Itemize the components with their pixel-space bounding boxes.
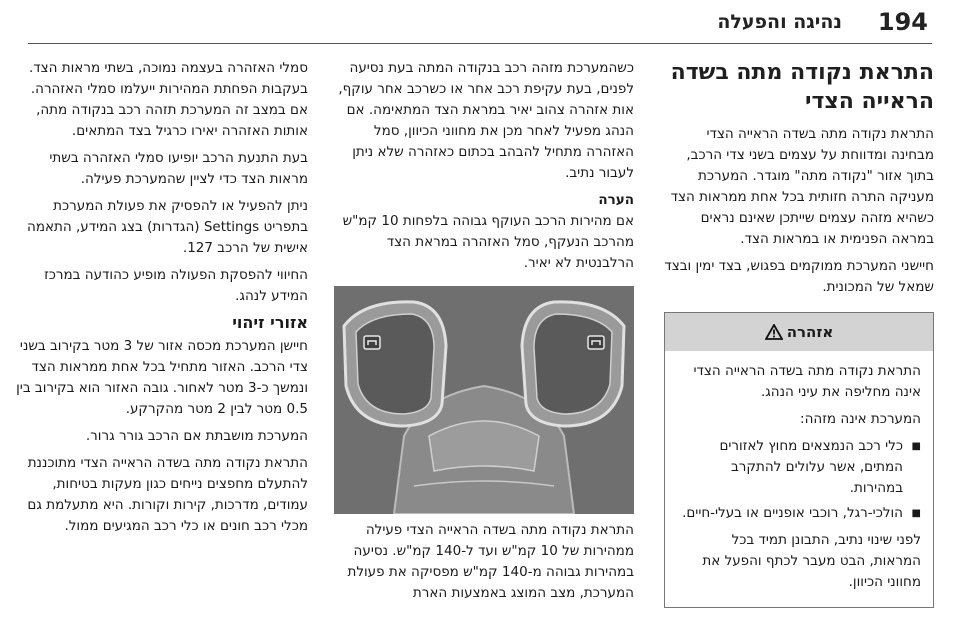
note-heading: הערה: [598, 192, 634, 208]
warning-list: [677, 436, 921, 524]
list-item: ■ הולכי-רגל, רוכבי אופניים או בעלי-חיים.: [677, 503, 921, 524]
body-paragraph: חיישן המערכת מכסה אזור של 3 מטר בקירוב בשני צדי הרכב. האזור מתחיל בכל אחת ממראות הצד ונמשך כ-3 מטר לאחור. גובה האזור הוא בקירוב בין 0.5 מטר לבין 2 מטר מהקרקע.: [16, 338, 308, 417]
body-paragraph: כשהמערכת מזהה רכב בנקודה המתה בעת נסיעה לפנים, בעת עקיפת רכב אחר או כשרכב אחר עוקף, אות אזהרה צהוב יאיר במראת הצד המתאימה. אם הנהג מפעיל לאחר מכן את מחווני הכיוון, סמל האזהרה מתחיל להבהב בכתום כאזהרה שלא ניתן לעבור נתיב.: [338, 60, 634, 181]
body-paragraph: החיווי להפסקת הפעולה מופיע כהודעה במרכז המידע לנהג.: [44, 267, 308, 304]
body-paragraph: המערכת מושבתת אם הרכב גורר גרור.: [85, 428, 308, 444]
mirror-illustration: [334, 286, 634, 514]
warning-label: אזהרה: [786, 323, 834, 341]
intro-paragraph: חיישני המערכת ממוקמים בפגוש, בצד ימין ובצד שמאל של המכונית.: [664, 258, 934, 295]
body-paragraph: בעת התנעת הרכב יופיעו סמלי האזהרה בשתי מראות הצד כדי לציין שהמערכת פעילה.: [49, 150, 308, 187]
middle-column: [334, 58, 634, 610]
section-title: נהיגה והפעלה: [717, 11, 842, 33]
left-column: [16, 58, 308, 543]
side-mirrors-image: [334, 286, 634, 514]
intro-paragraph: התראת נקודה מתה בשדה הראייה הצדי מבחינה ומדווחת על עצמים בשני צדי הרכב, בתוך אזור "נקודה מתה" מוגדר. המערכת מעניקה התרה חזותית בכל אחת ממראות הצד כשהיא מזהה עצמים שייתכן שאינם נראים במראה הפנימית או במראות הצד.: [670, 126, 934, 247]
list-item: ■ כלי רכב הנמצאים מחוץ לאזורים המתים, אשר עלולים להתקרב במהירות.: [677, 436, 921, 499]
page-number: 194: [877, 8, 928, 36]
warning-closing: לפני שינוי נתיב, התבונן תמיד בכל המראות, הבט מעבר לכתף והפעל את מחווני הכיוון.: [702, 532, 921, 590]
figure-caption: התראת נקודה מתה בשדה הראייה הצדי פעילה ממהירות של 10 קמ"ש ועד ל-140 קמ"ש. נסיעה במהירות גבוהה מ-140 קמ"ש מפסיקה את פעולת המערכת, מצב המוצג באמצעות הארת: [347, 522, 634, 601]
warning-text: התראת נקודה מתה בשדה הראייה הצדי אינה מחליפה את עיני הנהג.: [693, 363, 921, 400]
right-column: [664, 58, 934, 608]
warning-box: [664, 312, 934, 608]
body-paragraph: התראת נקודה מתה בשדה הראייה הצדי מתוכננת להתעלם מחפצים נייחים כגון מעקות בטיחות, עמודים, מדרכות, קירות וקורות. היא מתעלמת גם מכלי רכב חונים או כלי רכב המגיעים ממול.: [27, 455, 308, 534]
page-title: התראת נקודה מתה בשדה הראייה הצדי: [670, 60, 934, 114]
page-header: [0, 0, 960, 46]
warning-body: [665, 351, 933, 607]
header-divider: [28, 43, 932, 44]
body-paragraph: סמלי האזהרה בעצמה נמוכה, בשתי מראות הצד. בעקבות הפחתת המהירות ייעלמו סמלי האזהרה. אם במצב זה המערכת תזהה רכב בנקודה מתה, אותות האזהרה יאירו כרגיל בצד המתאים.: [28, 60, 308, 139]
warning-triangle-icon: [765, 324, 783, 340]
body-paragraph: ניתן להפעיל או להפסיק את פעולת המערכת בתפריט Settings (הגדרות) בצג המידע, התאמה אישית של הרכב 127.: [27, 198, 308, 256]
warning-text: המערכת אינה מזהה:: [800, 411, 921, 427]
note-text: אם מהירות הרכב העוקף גבוהה בלפחות 10 קמ"ש מהרכב הנעקף, סמל האזהרה במראת הצד הרלבנטית לא יאיר.: [342, 213, 634, 271]
section-heading: אזורי זיהוי: [232, 313, 308, 332]
warning-header: [665, 313, 933, 351]
